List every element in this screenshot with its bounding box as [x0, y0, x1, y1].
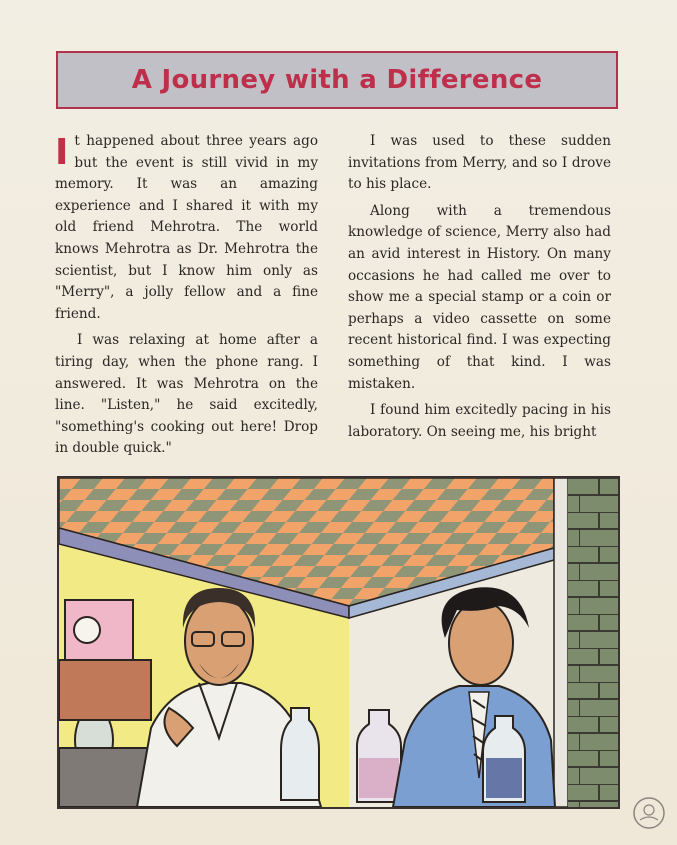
illustration-art — [59, 478, 618, 807]
dial-icon — [74, 617, 100, 643]
bench — [59, 660, 151, 720]
paragraph: I found him excitedly pacing in his laboratory. On seeing me, his bright — [348, 402, 611, 440]
paragraph: Along with a tremendous knowledge of science, Merry also had an avid interest in History. On many occasions he had called me over to show me a special stamp or a coin or perhaps a video cassette on some recent historical find. I was expecting something of that kind. I was mistaken. — [348, 202, 611, 392]
title-banner — [56, 51, 618, 109]
paragraph: I was used to these sudden invitations from Merry, and so I drove to his place. — [348, 133, 611, 193]
library-stamp-icon — [632, 796, 666, 830]
paragraph: I was relaxing at home after a tiring day, when the phone rang. I answered. It was Mehrotra on the line. "Listen," he said excitedly, "something's cooking out here! Drop in double quick." — [55, 332, 318, 457]
friend-head — [449, 601, 513, 685]
text-column-left — [55, 131, 318, 465]
page-title: A Journey with a Difference — [131, 65, 543, 95]
drop-cap: I — [55, 132, 69, 173]
pillar-edge — [554, 478, 568, 807]
text-column-right — [348, 131, 611, 448]
lab-illustration — [57, 476, 620, 809]
brick-column — [568, 478, 618, 807]
paragraph-text: t happened about three years ago but the event is still vivid in my memory. It was an amazing experience and I shared it with my old friend Mehrotra. The world knows Mehrotra as Dr. Mehrotra the scientist, but I know him only as "Merry", a jolly fellow and a fine friend. — [55, 133, 318, 322]
scientist-head — [185, 597, 253, 685]
paragraph — [55, 131, 318, 325]
